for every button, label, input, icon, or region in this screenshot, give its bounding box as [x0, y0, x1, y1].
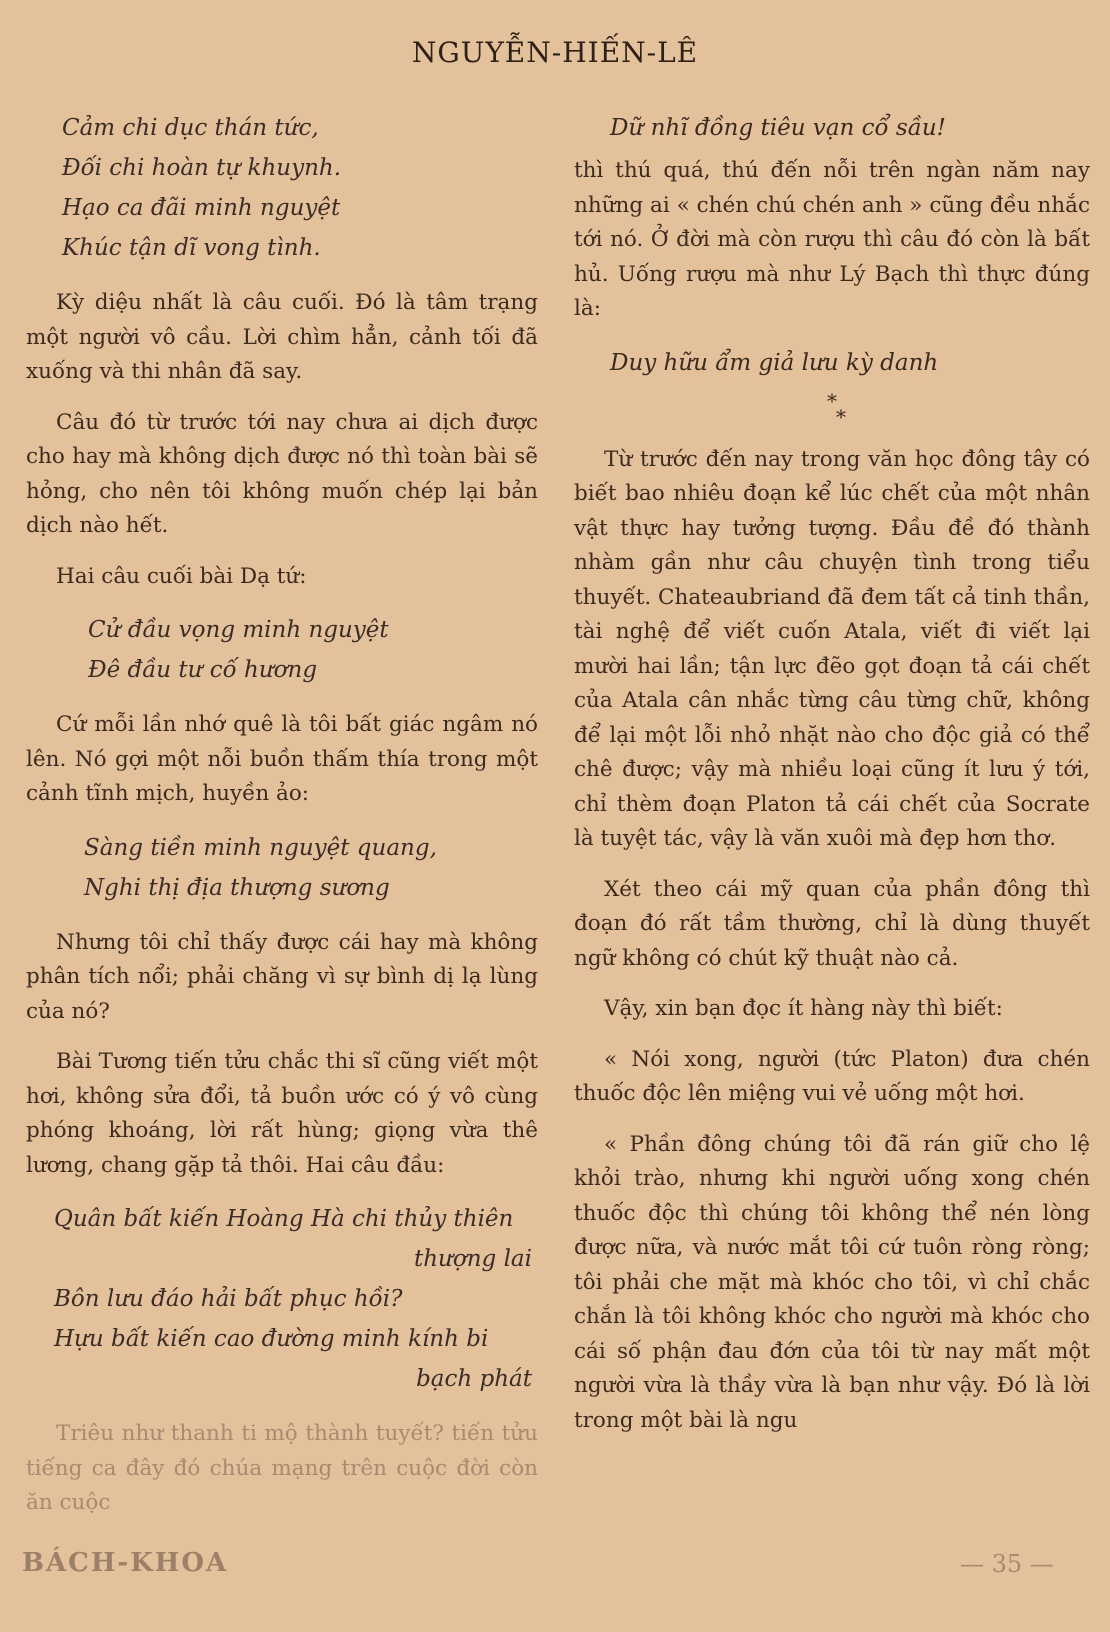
section-divider	[574, 388, 1090, 429]
verse-line: Dữ nhĩ đồng tiêu vạn cổ sầu!	[610, 115, 946, 141]
verse-line: Hạo ca đãi minh nguyệt	[62, 195, 341, 221]
verse-block	[26, 1199, 538, 1399]
footer-magazine-name: BÁCH-KHOA	[22, 1548, 229, 1578]
paragraph: thì thú quá, thú đến nỗi trên ngàn năm nay những ai « chén chú chén anh » cũng đều nhắc tới nó. Ở đời mà còn rượu thì câu đó còn là bất hủ. Uống rượu mà như Lý Bạch thì thực đúng là:	[574, 158, 1090, 321]
paragraph: Triêu như thanh ti mộ thành tuyết? tiến tửu tiếng ca đây đó chúa mạng trên cuộc đời còn ăn cuộc	[26, 1421, 538, 1515]
paragraph: Cứ mỗi lần nhớ quê là tôi bất giác ngâm nó lên. Nó gợi một nỗi buồn thấm thía trong một cảnh tĩnh mịch, huyền ảo:	[26, 712, 538, 806]
right-column	[574, 108, 1090, 1454]
page-header: NGUYỄN-HIẾN-LÊ	[411, 36, 699, 69]
divider-star: *	[836, 404, 846, 429]
verse-line: Khúc tận dĩ vong tình.	[62, 235, 321, 261]
page-number: — 35 —	[960, 1550, 1054, 1578]
verse-line: Duy hữu ẩm giả lưu kỳ danh	[610, 349, 939, 376]
paragraph: Hai câu cuối bài Dạ tứ:	[56, 563, 307, 589]
verse-line: Nghi thị địa thượng sương	[84, 874, 390, 901]
paragraph: Xét theo cái mỹ quan của phần đông thì đoạn đó rất tầm thường, chỉ là dùng thuyết ngữ không có chút kỹ thuật nào cả.	[574, 876, 1090, 971]
paragraph: Vậy, xin bạn đọc ít hàng này thì biết:	[604, 996, 1003, 1021]
verse-line: thượng lai	[414, 1246, 532, 1272]
paragraph: Câu đó từ trước tới nay chưa ai dịch được cho hay mà không dịch được nó thì toàn bài sẽ hỏng, cho nên tôi không muốn chép lại bản dịch nào hết.	[26, 409, 538, 538]
paragraph: Nhưng tôi chỉ thấy được cái hay mà không phân tích nổi; phải chăng vì sự bình dị lạ lùng của nó?	[26, 929, 538, 1024]
verse-line: Sàng tiền minh nguyệt quang,	[84, 834, 437, 861]
verse-block	[574, 343, 1090, 383]
verse-line: Bôn lưu đáo hải bất phục hồi?	[54, 1286, 403, 1312]
verse-line: Hựu bất kiến cao đường minh kính bi	[54, 1326, 489, 1352]
divider-star: *	[827, 388, 837, 413]
paragraph: Kỳ diệu nhất là câu cuối. Đó là tâm trạng một người vô cầu. Lời chìm hẳn, cảnh tối đã xuống và thi nhân đã say.	[26, 290, 538, 384]
verse-line: bạch phát	[416, 1366, 532, 1392]
verse-line: Cảm chi dục thán tức,	[62, 115, 319, 141]
paragraph: Từ trước đến nay trong văn học đông tây có biết bao nhiêu đoạn kể lúc chết của một nhân vật thực hay tưởng tượng. Đầu đề đó thành nhàm gần như câu chuyện tình trong tiểu thuyết. Chateaubriand đã đem tất cả tinh thần, tài nghệ để viết cuốn Atala, viết đi viết lại mười hai lần; tận lực đẽo gọt đoạn tả cái chết của Atala cân nhắc từng câu từng chữ, không để lại một lỗi nhỏ nhặt nào cho độc giả có thể chê được; vậy mà nhiều loại cũng ít lưu ý tới, chỉ thèm đoạn Platon tả cái chết của Socrate là tuyệt tác, vậy là văn xuôi mà đẹp hơn thơ.	[574, 446, 1090, 851]
verse-block	[26, 108, 538, 268]
verse-line: Đê đầu tư cố hương	[88, 657, 318, 683]
verse-block	[26, 610, 538, 690]
verse-block	[574, 108, 1090, 148]
verse-block	[26, 828, 538, 908]
verse-line: Quân bất kiến Hoàng Hà chi thủy thiên	[54, 1206, 514, 1232]
verse-line: Đối chi hoàn tự khuynh.	[62, 155, 342, 181]
left-column	[26, 108, 538, 1537]
verse-line: Cử đầu vọng minh nguyệt	[88, 617, 389, 643]
paragraph: « Nói xong, người (tức Platon) đưa chén thuốc độc lên miệng vui vẻ uống một hơi.	[574, 1046, 1090, 1106]
paragraph: « Phần đông chúng tôi đã rán giữ cho lệ khỏi trào, nhưng khi người uống xong chén thuốc độc thì chúng tôi không thể nén lòng được nữa, và nước mắt tôi cứ tuôn ròng ròng; tôi phải che mặt mà khóc cho tôi, vì chỉ chắc chắn là tôi không khóc cho người mà khóc cho cái số phận đau đớn của tôi từ nay mất một người vừa là thầy vừa là bạn như vậy. Đó là lời trong một bài là ngu	[574, 1131, 1090, 1433]
paragraph: Bài Tương tiến tửu chắc thi sĩ cũng viết một hơi, không sửa đổi, tả buồn ước có ý vô cùng phóng khoáng, lời rất hùng; giọng vừa thê lương, chang gặp tả thôi. Hai câu đầu:	[26, 1049, 538, 1178]
